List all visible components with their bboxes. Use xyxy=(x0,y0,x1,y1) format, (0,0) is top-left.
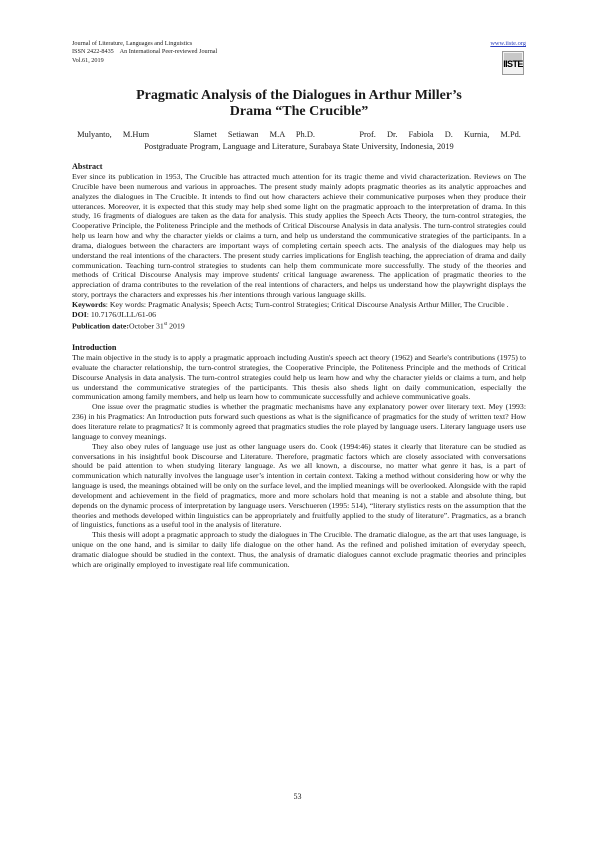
publication-date-suffix: st xyxy=(163,321,168,327)
intro-paragraph: The main objective in the study is to apply a pragmatic approach including Austin's speech act theory (1962) and Searle's contributions (1975) to evaluate the character relationship, the turn-control strategies, the Cooperative Principle, the Politeness Principle and the methods of Critical Discourse Analysis in data analysis. The turn-control strategies could help us learn how and why the character yields or claims a turn, and help us understand the communicative strategies of the participants. This thesis also sheds light on daily communication, especially the communication among family members, and help us learn how to communicate successfully and achieve communicative goals. xyxy=(72,353,526,402)
journal-url-link[interactable]: www.iiste.org xyxy=(490,40,526,47)
logo-text: IISTE xyxy=(503,59,523,69)
title-line-2: Drama “The Crucible” xyxy=(229,104,369,119)
intro-paragraph: One issue over the pragmatic studies is whether the pragmatic mechanisms have any explanatory power over literary text. Mey (1993: 236) in his Pragmatics: An Introduction puts forward such questions as what is the significance of pragmatics for the study of written text? How does literature relate to pragmatics? It is commonly agreed that pragmatics studies the role played by language users. Literary language users use language to convey meanings. xyxy=(72,402,526,441)
doi-label: DOI xyxy=(72,309,87,319)
affiliation: Postgraduate Program, Language and Literature, Surabaya State University, Indonesia, 2019 xyxy=(144,142,454,151)
publication-date-text: October 31 xyxy=(128,321,164,331)
publication-date-year: 2019 xyxy=(167,321,185,331)
volume-line: Vol.61, 2019 xyxy=(72,56,104,64)
journal-name: Journal of Literature, Languages and Linguistics xyxy=(72,40,193,47)
publication-date-line xyxy=(72,320,526,331)
introduction-body xyxy=(72,353,526,570)
introduction-heading: Introduction xyxy=(72,343,117,353)
issn-line: ISSN 2422-8435 An International Peer-reviewed Journal xyxy=(72,48,218,56)
title-line-1: Pragmatic Analysis of the Dialogues in Arthur Miller’s xyxy=(136,88,462,103)
abstract-heading: Abstract xyxy=(72,162,103,171)
doi-text: : 10.7176/JLLL/61-06 xyxy=(86,309,157,319)
keywords-line xyxy=(72,300,526,310)
journal-info xyxy=(72,40,217,65)
running-header xyxy=(72,40,526,84)
paper-page xyxy=(72,40,526,570)
page-number: 53 xyxy=(293,792,302,801)
keywords-text: : Key words: Pragmatic Analysis; Speech Acts; Turn-control Strategies; Critical Discourse Analysis Arthur Miller, The Crucible . xyxy=(105,299,509,309)
intro-paragraph: This thesis will adopt a pragmatic approach to study the dialogues in The Crucible. The dramatic dialogue, as the art that uses language, is unique on the one hand, and is similar to daily life dialogue on the other hand. As the refined and polished imitation of everyday speech, dramatic dialogue should be studied in the context. Thus, the analysis of dramatic dialogues cannot exclude pragmatic theories and principles which are originally employed to investigate real life communication. xyxy=(72,530,526,569)
publication-date-label: Publication date: xyxy=(72,321,129,331)
doi-line xyxy=(72,310,526,320)
keywords-label: Keywords xyxy=(72,299,106,309)
iiste-logo xyxy=(502,51,524,75)
abstract-text: Ever since its publication in 1953, The Crucible has attracted much attention for its tragic theme and vivid characterization. Reviews on The Crucible have been numerous and various in approaches. The present study mainly adopts pragmatic theories as its analytic approaches and analyzes the dialogues in The Crucible. It intends to find out how characters achieve their communicative purposes when they produce their utterances. Moreover, it is expected that this study may help shed some light on the pragmatic approach to the interpretation of drama. In this study, 16 fragments of dialogues are taken as the data for analysis. This study applies the Speech Acts Theory, the turn-control strategies, the Cooperative Principle, the Politeness Principle and the methods of Critical Discourse Analysis in data analysis. The turn-control strategies could help us learn how and why the character yields or claims a turn, and help us understand the communicative strategies of the participants. In a drama, dialogues between the characters are important ways of completing certain speech acts. The analysis of the dialogues may help us understand the real intentions of the characters. The present study carries implications for English teaching, the appreciation of drama and daily communication. Teaching turn-control strategies to students can help them communicate more successfully. The study of the theories and methods of Critical Discourse Analysis may improve students' critical language awareness. The application of pragmatic theories to the appreciation of drama contributes to the revelation of the real intentions of characters, and helps us understand how the playwright displays the story, portrays the characters and expresses his /her intentions through various language skills. xyxy=(72,172,526,300)
intro-paragraph: They also obey rules of language use just as other language users do. Cook (1994:46) states it clearly that literature can be studied as conversations in his insightful book Discourse and Literature. Therefore, pragmatic factors which are closely associated with conversations should be paid attention to when studying literary language. As we all known, a discourse, no matter what genre it has, is a part of communication which naturally involves the language user’s intention in certain context. Taking a method without considering how or why the language is used, the meanings obtained will be only on the surface level, and the implied meanings will be overlooked. Alongside with the rapid development and achievement in the field of pragmatics, more and more scholars hold that meaning is not a stable and absolute thing, but depends on the dynamic process of interpretation by language users. Verschueren (1995: 514), “literary stylistics rests on the assumption that the theories and methods developed within linguistics can be appropriately and fruitfully applied to the study of literature”. Pragmatics, as a branch of linguistics, functions as a useful tool in the analysis of literature. xyxy=(72,441,526,530)
paper-title xyxy=(72,88,526,120)
author-list: Mulyanto, M.Hum Slamet Setiawan M.A Ph.D. Prof. Dr. Fabiola D. Kurnia, M.Pd. xyxy=(77,130,521,139)
journal-link-block xyxy=(490,40,526,48)
